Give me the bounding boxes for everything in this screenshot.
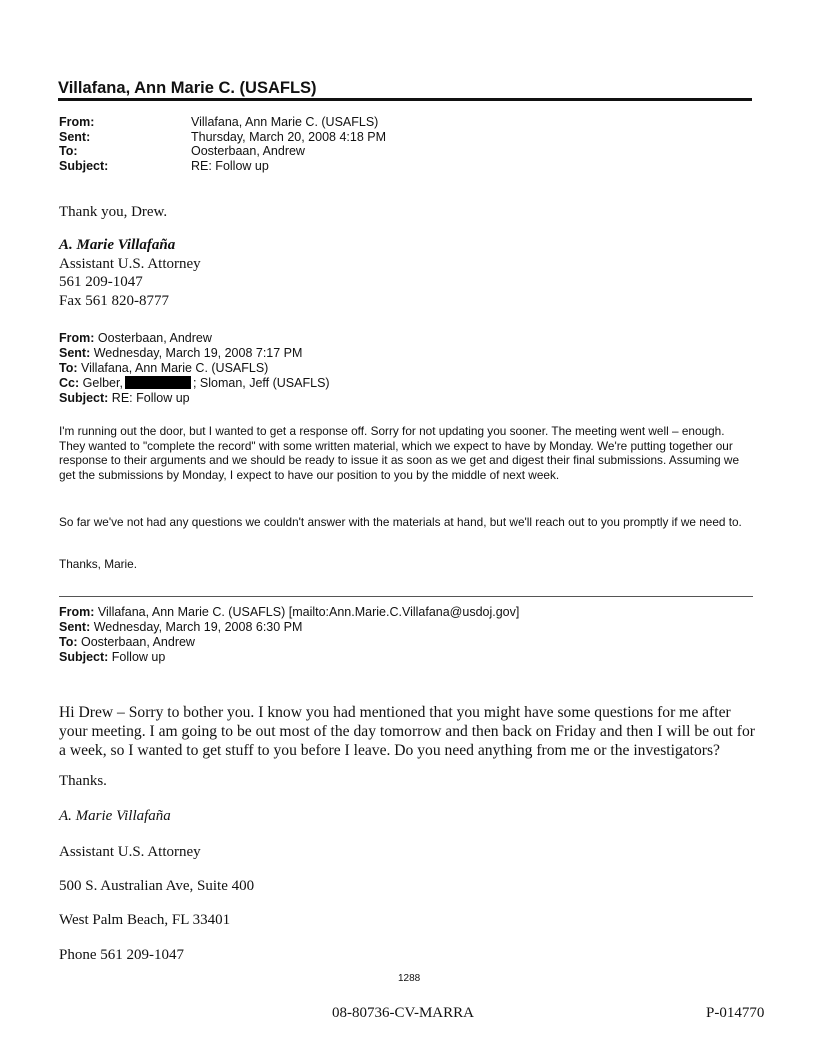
message2-from-label: From: bbox=[59, 331, 95, 345]
reply-signature bbox=[59, 236, 201, 310]
header-from-label: From: bbox=[59, 115, 95, 129]
case-number: 08-80736-CV-MARRA bbox=[332, 1005, 474, 1021]
message2-subject-label: Subject: bbox=[59, 391, 109, 405]
message2-from: Oosterbaan, Andrew bbox=[97, 331, 212, 345]
message3-from: Villafana, Ann Marie C. (USAFLS) [mailto:Ann.Marie.C.Villafana@usdoj.gov] bbox=[97, 605, 520, 619]
header-from-value: Villafana, Ann Marie C. (USAFLS) bbox=[191, 115, 379, 129]
message2-body-paragraph-2: So far we've not had any questions we couldn't answer with the materials at hand, but we'll reach out to you promptly if we need to. bbox=[59, 515, 742, 529]
message2-cc-before: Gelber, bbox=[82, 376, 123, 390]
header-sent-row bbox=[59, 130, 386, 145]
header-to-value: Oosterbaan, Andrew bbox=[191, 144, 305, 158]
message3-signature-title: Assistant U.S. Attorney bbox=[59, 844, 201, 860]
reply-signature-title: Assistant U.S. Attorney bbox=[59, 255, 201, 272]
message2-sent: Wednesday, March 19, 2008 7:17 PM bbox=[93, 346, 303, 360]
message3-header bbox=[59, 605, 519, 665]
message2-to-label: To: bbox=[59, 361, 78, 375]
header-subject-label: Subject: bbox=[59, 158, 109, 173]
message3-sent-label: Sent: bbox=[59, 620, 91, 634]
message2-body-paragraph-1: I'm running out the door, but I wanted to get a response off. Sorry for not updating you sooner. The meeting went well – enough. They wanted to "complete the record" with some written material, which we expect to have by Monday. We're putting together our response to their arguments and we should be ready to issue it as soon as we get and digest their final submissions. Assuming we get the submissions by Monday, I expect to have our position to you by the middle of next week. bbox=[59, 424, 740, 482]
email-header bbox=[59, 115, 386, 173]
bates-number: P-014770 bbox=[706, 1005, 765, 1021]
message3-signature-address2: West Palm Beach, FL 33401 bbox=[59, 912, 231, 928]
message3-to: Oosterbaan, Andrew bbox=[81, 635, 195, 649]
message-separator bbox=[59, 596, 753, 597]
message2-cc-after: ; Sloman, Jeff (USAFLS) bbox=[192, 376, 330, 390]
message2-body-paragraph-3: Thanks, Marie. bbox=[59, 557, 138, 571]
header-from-row bbox=[59, 115, 386, 130]
message3-signature-address1: 500 S. Australian Ave, Suite 400 bbox=[59, 878, 255, 894]
header-sent-value: Thursday, March 20, 2008 4:18 PM bbox=[191, 129, 387, 144]
message3-signature-phone: Phone 561 209-1047 bbox=[59, 947, 184, 963]
reply-signature-fax: Fax 561 820-8777 bbox=[59, 292, 169, 309]
header-subject-value: RE: Follow up bbox=[191, 158, 269, 173]
page-number: 1288 bbox=[398, 973, 421, 984]
message3-signature-name: A. Marie Villafaña bbox=[59, 808, 171, 824]
message3-body: Hi Drew – Sorry to bother you. I know you had mentioned that you might have some questions for me after your meeting. I am going to be out most of the day tomorrow and then back on Friday and then I will be out for a week, so I wanted to get stuff to you before I leave. Do you need anything from me or the investigators? bbox=[59, 704, 755, 759]
message3-subject: Follow up bbox=[111, 650, 166, 664]
message3-subject-label: Subject: bbox=[59, 650, 109, 664]
header-to-row bbox=[59, 144, 386, 159]
redaction-box bbox=[125, 376, 191, 389]
message3-thanks: Thanks. bbox=[59, 773, 107, 789]
message3-sent: Wednesday, March 19, 2008 6:30 PM bbox=[93, 620, 303, 634]
message2-subject: RE: Follow up bbox=[111, 391, 190, 405]
document-title: Villafana, Ann Marie C. (USAFLS) bbox=[58, 79, 317, 97]
message2-header bbox=[59, 331, 330, 406]
message3-from-label: From: bbox=[59, 605, 95, 619]
title-divider bbox=[58, 98, 752, 101]
message3-to-label: To: bbox=[59, 635, 78, 649]
message2-cc-label: Cc: bbox=[59, 376, 80, 390]
message2-to: Villafana, Ann Marie C. (USAFLS) bbox=[81, 361, 269, 375]
reply-signature-name: A. Marie Villafaña bbox=[59, 237, 176, 253]
reply-greeting: Thank you, Drew. bbox=[59, 204, 168, 220]
header-to-label: To: bbox=[59, 144, 78, 158]
header-subject-row bbox=[59, 159, 386, 174]
reply-signature-phone: 561 209-1047 bbox=[59, 274, 143, 290]
header-sent-label: Sent: bbox=[59, 129, 91, 144]
message2-sent-label: Sent: bbox=[59, 346, 91, 360]
